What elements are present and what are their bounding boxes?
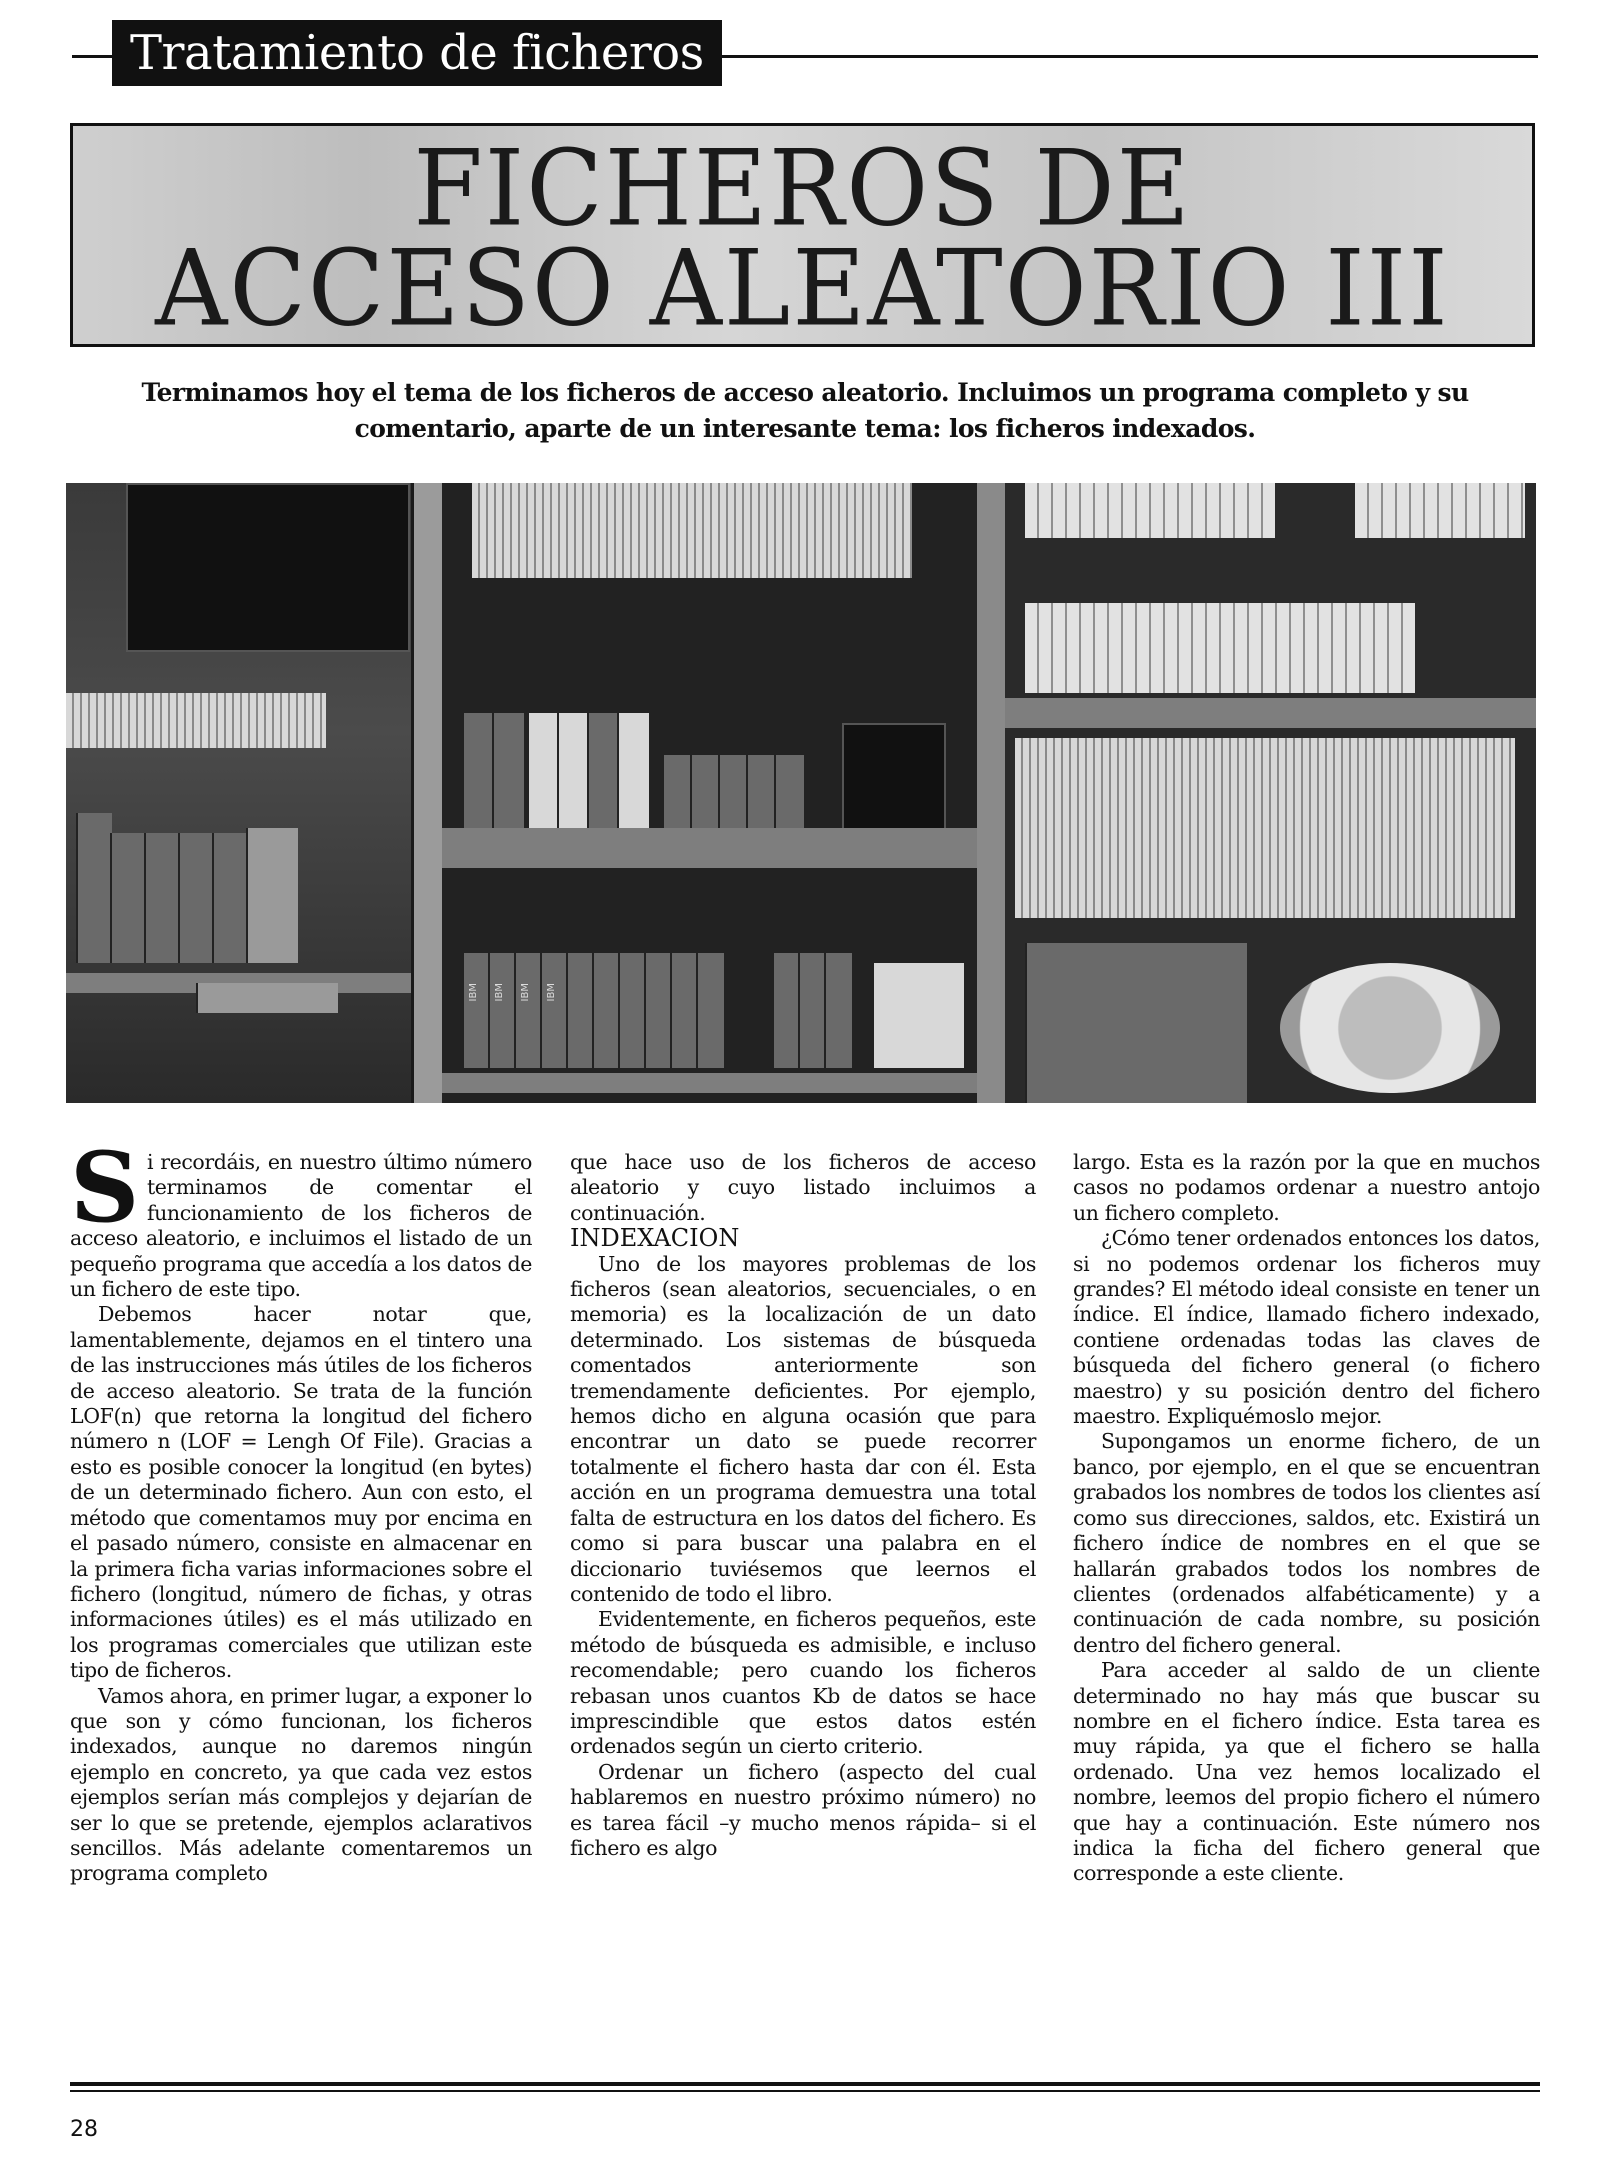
binder <box>662 755 692 828</box>
binder <box>462 713 494 828</box>
monitor-shape <box>126 483 410 652</box>
footer-rule <box>70 2082 1540 2086</box>
lede: Terminamos hoy el tema de los ficheros de acceso aleatorio. Incluimos un programa completo y su comentario, aparte de un interesante tema: los ficheros indexados. <box>141 378 1469 443</box>
card-row <box>1015 738 1515 918</box>
binder <box>696 953 724 1068</box>
shelf-photo <box>66 483 1536 1103</box>
binder <box>566 953 594 1068</box>
binder <box>618 953 646 1068</box>
tape-row <box>1355 483 1525 538</box>
footer-rule-thin <box>70 2090 1540 2092</box>
ibm-label: IBM <box>520 983 531 1002</box>
binder <box>212 833 248 963</box>
title-line-2: ACCESO ALEATORIO III <box>155 227 1450 347</box>
article-column-1 <box>70 1131 532 1887</box>
paragraph: Evidentemente, en ficheros pequeños, este método de búsqueda es admisible, e incluso recomendable; pero cuando los ficheros rebasan unos cuantos Kb de datos se hace imprescindible que estos datos estén ordenados según un cierto criterio. <box>570 1607 1036 1759</box>
paragraph: ¿Cómo tener ordenados entonces los datos, si no podemos ordenar los ficheros muy grandes? El método ideal consiste en tener un índice. El índice, llamado fichero indexado, contiene ordenadas todas las claves de búsqueda del fichero general (o fichero maestro) y su posición dentro del fichero maestro. Expliquémoslo mejor. <box>1073 1226 1540 1429</box>
ibm-label: IBM <box>546 983 557 1002</box>
photo-panel-right <box>1005 483 1536 1103</box>
binder <box>592 953 620 1068</box>
page-number: 28 <box>70 2117 98 2142</box>
binder <box>644 953 672 1068</box>
subhead: INDEXACION <box>570 1224 740 1253</box>
binder <box>557 713 589 828</box>
binder <box>617 713 649 828</box>
paragraph <box>70 1131 532 1302</box>
shelf-board <box>1005 698 1536 728</box>
drawer-box <box>196 983 338 1013</box>
binder <box>488 953 516 1068</box>
paragraph: Ordenar un fichero (aspecto del cual hablaremos en nuestro próximo número) no es tarea fácil –y mucho menos rápida– si el fichero es algo <box>570 1759 1036 1860</box>
binder <box>774 755 804 828</box>
paragraph: Vamos ahora, en primer lugar, a exponer lo que son y cómo funcionan, los ficheros indexados, aunque no daremos ningún ejemplo en concreto, ya que cada vez estos ejemplos serían más complejos y dejarían de ser lo que se pretende, ejemplos aclarativos sencillos. Más adelante comentaremos un programa completo <box>70 1683 532 1886</box>
binder <box>110 833 146 963</box>
paragraph: Para acceder al saldo de un cliente determinado no hay más que buscar su nombre en el fichero índice. Esta tarea es muy rápida, ya que el fichero se halla ordenado. Una vez hemos localizado el nombre, leemos del propio fichero el número que hay a continuación. Este número nos indica la ficha del fichero general que corresponde a este cliente. <box>1073 1658 1540 1886</box>
article-column-2 <box>570 1150 1036 1861</box>
title-box <box>70 123 1535 347</box>
photo-divider <box>414 483 442 1103</box>
reel-stack <box>1280 963 1500 1093</box>
binder <box>798 953 826 1068</box>
paragraph: Supongamos un enorme fichero, de un banco, por ejemplo, en el que se encuentran grabados los nombres de todos los clientes así como sus direcciones, saldos, etc. Existirá un fichero índice de nombres en el que se hallarán grabados todos los nombres de clientes (ordenados alfabéticamente) y a continuación de cada nombre, su posición dentro del fichero general. <box>1073 1429 1540 1657</box>
shelf-board <box>442 1073 977 1093</box>
binder <box>690 755 720 828</box>
ibm-label: IBM <box>468 983 479 1002</box>
card-row <box>66 693 326 748</box>
binder <box>178 833 214 963</box>
tape-row <box>1025 603 1415 693</box>
box <box>872 963 964 1068</box>
paragraph: Uno de los mayores problemas de los ficheros (sean aleatorios, secuenciales, o en memoria) es la localización de un dato determinado. Los sistemas de búsqueda comentados anteriormente son tremendamente deficientes. Por ejemplo, hemos dicho en alguna ocasión que para encontrar un dato se puede recorrer totalmente el fichero hasta dar con él. Esta acción en un programa demuestra una total falta de estructura en los datos del fichero. Es como si para buscar una palabra en el diccionario tuviésemos que leernos el contenido de todo el libro. <box>570 1251 1036 1606</box>
article-column-3 <box>1073 1150 1540 1887</box>
binder <box>246 828 298 963</box>
binder-stack <box>1025 943 1247 1103</box>
binder <box>587 713 619 828</box>
binder <box>670 953 698 1068</box>
binder <box>540 953 568 1068</box>
binder <box>462 953 490 1068</box>
photo-panel-left <box>66 483 411 1103</box>
paragraph-text: i recordáis, en nuestro último número terminamos de comentar el funcionamiento de los ficheros de acceso aleatorio, e incluimos el listado de un pequeño programa que accedía a los datos de un fichero de este tipo. <box>70 1150 532 1302</box>
binder <box>772 953 800 1068</box>
tape-row <box>1025 483 1275 538</box>
photo-panel-center <box>442 483 977 1103</box>
shelf-board <box>442 828 977 868</box>
dropcap: S <box>70 1131 139 1244</box>
binder <box>76 813 112 963</box>
card-row <box>472 483 912 578</box>
ibm-label: IBM <box>494 983 505 1002</box>
section-tag: Tratamiento de ficheros <box>112 20 722 86</box>
binder <box>492 713 524 828</box>
drawer-box <box>842 723 946 832</box>
binder <box>746 755 776 828</box>
binder <box>718 755 748 828</box>
photo-divider <box>977 483 1005 1103</box>
paragraph: largo. Esta es la razón por la que en muchos casos no podamos ordenar a nuestro antojo un fichero completo. <box>1073 1150 1540 1225</box>
binder <box>514 953 542 1068</box>
paragraph: que hace uso de los ficheros de acceso aleatorio y cuyo listado incluimos a continuación. <box>570 1150 1036 1225</box>
binder <box>527 713 559 828</box>
paragraph: Debemos hacer notar que, lamentablemente, dejamos en el tintero una de las instrucciones más útiles de los ficheros de acceso aleatorio. Se trata de la función LOF(n) que retorna la longitud del fichero número n (LOF = Lengh Of File). Gracias a esto es posible conocer la longitud (en bytes) de un determinado fichero. Aun con esto, el método que comentamos muy por encima en el pasado número, consiste en almacenar en la primera ficha varias informaciones sobre el fichero (longitud, número de fichas, y otras informaciones útiles) es el más utilizado en los programas comerciales que utilizan este tipo de ficheros. <box>70 1302 532 1683</box>
binder <box>144 833 180 963</box>
binder <box>824 953 852 1068</box>
title-line-1: FICHEROS DE <box>413 127 1192 250</box>
